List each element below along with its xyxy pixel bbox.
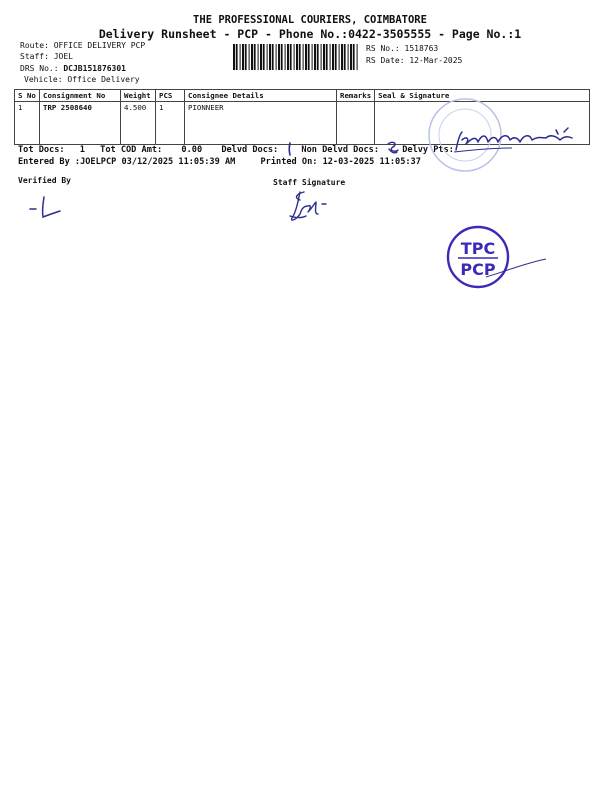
rs-date: RS Date: 12-Mar-2025 xyxy=(366,56,463,65)
delvy-pts-label: Delvy Pts: xyxy=(402,145,454,155)
col-consignment: Consignment No xyxy=(40,90,121,102)
drs-label: DRS No.: xyxy=(20,64,59,73)
col-consignee: Consignee Details xyxy=(185,90,337,102)
tot-docs-value: 1 xyxy=(79,145,85,155)
cell-weight: 4.500 xyxy=(121,102,156,145)
entry-line xyxy=(18,157,421,167)
stamp-line2: PCP xyxy=(460,260,496,279)
tot-cod-value: 0.00 xyxy=(181,145,203,155)
barcode-image xyxy=(232,44,360,70)
cell-sno: 1 xyxy=(15,102,40,145)
cell-pcs: 1 xyxy=(156,102,185,145)
company-title: THE PROFESSIONAL COURIERS, COIMBATORE xyxy=(193,14,427,26)
printed-on: Printed On: 12-03-2025 11:05:37 xyxy=(260,157,421,167)
route-text: Route: OFFICE DELIVERY PCP xyxy=(20,41,146,50)
col-pcs: PCS xyxy=(156,90,185,102)
runsheet-subtitle: Delivery Runsheet - PCP - Phone No.:0422-3505555 - Page No.:1 xyxy=(98,27,522,41)
cell-consignment: TRP 2508640 xyxy=(40,102,121,145)
col-weight: Weight xyxy=(121,90,156,102)
cell-remarks xyxy=(337,102,375,145)
entered-by: Entered By :JOELPCP 03/12/2025 11:05:39 AM xyxy=(18,157,236,167)
staff-text: Staff: JOEL xyxy=(20,52,73,61)
verified-signature-icon xyxy=(28,193,68,223)
non-delvd-label: Non Delvd Docs: xyxy=(301,145,380,155)
rs-number: RS No.: 1518763 xyxy=(366,44,439,53)
drs-number xyxy=(20,64,126,73)
col-seal: Seal & Signature xyxy=(375,90,590,102)
drs-value: DCJB151876301 xyxy=(63,64,126,73)
non-delivered-mark-icon xyxy=(385,140,401,156)
receiver-signature-icon xyxy=(452,126,582,156)
vehicle-text: Vehicle: Office Delivery xyxy=(24,75,140,84)
col-sno: S No xyxy=(15,90,40,102)
verified-by-label: Verified By xyxy=(18,176,71,185)
tot-cod-label: Tot COD Amt: xyxy=(100,145,163,155)
staff-signature-label: Staff Signature xyxy=(273,178,346,187)
tot-docs-label: Tot Docs: xyxy=(18,145,65,155)
tpc-pcp-stamp-icon xyxy=(446,225,550,289)
stamp-line1: TPC xyxy=(460,239,496,258)
cell-consignee: PIONNEER xyxy=(185,102,337,145)
col-remarks: Remarks xyxy=(337,90,375,102)
delvd-docs-label: Delvd Docs: xyxy=(221,145,279,155)
delivered-tick-icon xyxy=(284,141,298,157)
staff-signature-icon xyxy=(286,188,346,224)
